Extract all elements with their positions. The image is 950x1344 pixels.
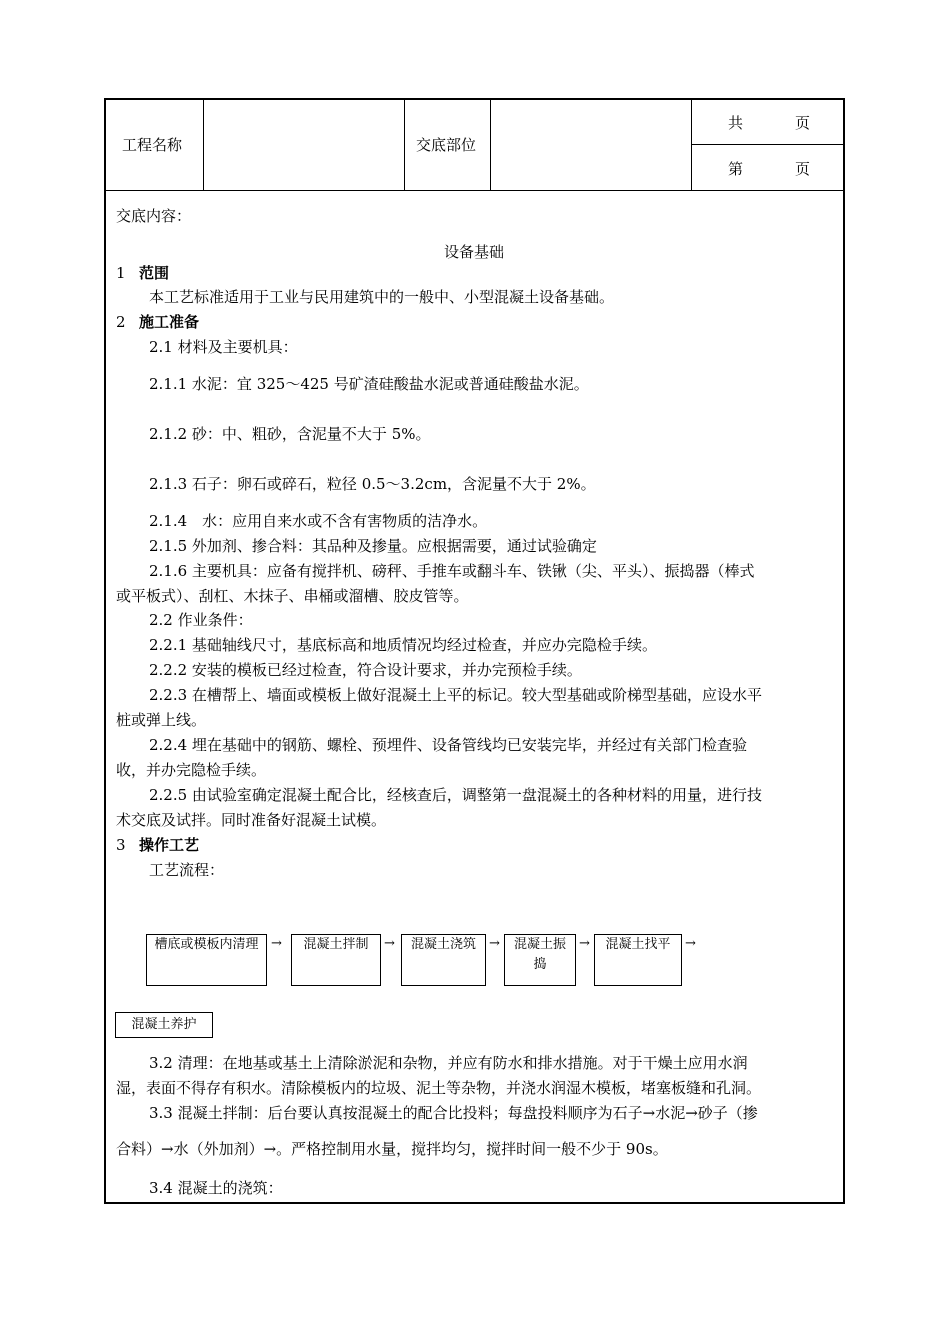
- flow-step-vibrate-line1: 混凝土振: [513, 937, 566, 952]
- header-divider-2: [404, 98, 405, 190]
- flow-step-clean: 槽底或模板内清理: [146, 934, 267, 986]
- para-2-2-3-line1: 2.2.3 在槽帮上、墙面或模板上做好混凝土上平的标记。较大型基础或阶梯型基础，应设水平: [149, 686, 762, 704]
- para-3-2-line2: 湿，表面不得存有积水。清除模板内的垃圾、泥土等杂物，并浇水润湿木模板，堵塞板缝和孔洞。: [116, 1079, 762, 1097]
- section-1-title: 范围: [139, 264, 170, 282]
- location-label: 交底部位: [416, 136, 477, 154]
- section-1-number: 1: [116, 264, 126, 282]
- flow-step-vibrate-line2: 捣: [533, 957, 547, 972]
- para-2-1-4: 2.1.4 水：应用自来水或不含有害物质的洁净水。: [149, 512, 488, 530]
- para-2-2-5-line1: 2.2.5 由试验室确定混凝土配合比，经核查后，调整第一盘混凝土的各种材料的用量，进行技: [149, 786, 762, 804]
- para-2-1-6-line2: 或平板式）、刮杠、木抹子、串桶或溜槽、胶皮管等。: [116, 587, 469, 605]
- flow-arrow-1: →: [271, 936, 282, 951]
- section-1-body: 本工艺标准适用于工业与民用建筑中的一般中、小型混凝土设备基础。: [149, 288, 615, 306]
- para-2-2-4-line1: 2.2.4 埋在基础中的钢筋、螺栓、预埋件、设备管线均已安装完毕，并经过有关部门检查验: [149, 736, 747, 754]
- flow-arrow-2: →: [384, 936, 395, 951]
- intro-label: 交底内容：: [116, 207, 192, 225]
- para-2-1: 2.1 材料及主要机具：: [149, 338, 298, 356]
- para-2-2-4-line2: 收，并办完隐检手续。: [116, 761, 267, 779]
- section-2-number: 2: [116, 313, 126, 331]
- flow-step-vibrate: [504, 934, 576, 986]
- flow-arrow-5: →: [685, 936, 696, 951]
- para-3-4: 3.4 混凝土的浇筑：: [149, 1179, 283, 1197]
- para-3-2-line1: 3.2 清理：在地基或基土上清除淤泥和杂物，并应有防水和排水措施。对于干燥土应用水润: [149, 1054, 748, 1072]
- section-2-title: 施工准备: [139, 313, 200, 331]
- para-2-2-5-line2: 术交底及试拌。同时准备好混凝土试模。: [116, 811, 387, 829]
- para-2-2: 2.2 作业条件：: [149, 611, 253, 629]
- para-3-3-line1: 3.3 混凝土拌制：后台要认真按混凝土的配合比投料；每盘投料顺序为石子→水泥→砂子（掺: [149, 1104, 758, 1122]
- header-divider-3: [490, 98, 491, 190]
- para-2-1-6-line1: 2.1.6 主要机具：应备有搅拌机、磅秤、手推车或翻斗车、铁锹（尖、平头）、振捣器（棒式: [149, 562, 755, 580]
- section-3-number: 3: [116, 836, 126, 854]
- flow-arrow-4: →: [579, 936, 590, 951]
- para-2-1-2: 2.1.2 砂：中、粗砂，含泥量不大于 5%。: [149, 425, 431, 443]
- para-2-2-3-line2: 桩或弹上线。: [116, 711, 207, 729]
- header-page-divider: [691, 144, 845, 145]
- header-bottom-line: [104, 190, 845, 191]
- flow-arrow-3: →: [489, 936, 500, 951]
- para-2-2-2: 2.2.2 安装的模板已经过检查，符合设计要求，并办完预检手续。: [149, 661, 582, 679]
- para-2-2-1: 2.2.1 基础轴线尺寸，基底标高和地质情况均经过检查，并应办完隐检手续。: [149, 636, 657, 654]
- flow-step-cure: 混凝土养护: [115, 1012, 213, 1038]
- flow-step-pour: 混凝土浇筑: [401, 934, 486, 986]
- document-title: 设备基础: [444, 243, 505, 261]
- para-2-1-5: 2.1.5 外加剂、掺合料：其品种及掺量。应根据需要，通过试验确定: [149, 537, 597, 555]
- flow-label: 工艺流程：: [149, 861, 225, 879]
- page-no-char2: 页: [795, 160, 811, 178]
- flow-step-level: 混凝土找平: [594, 934, 682, 986]
- flow-step-mix: 混凝土拌制: [291, 934, 381, 986]
- project-name-label: 工程名称: [122, 136, 183, 154]
- total-pages-char2: 页: [795, 114, 811, 132]
- total-pages-char1: 共: [728, 114, 744, 132]
- header-divider-1: [203, 98, 204, 190]
- para-3-3-line2: 合料）→水（外加剂）→。严格控制用水量，搅拌均匀，搅拌时间一般不少于 90s。: [116, 1140, 668, 1158]
- section-3-title: 操作工艺: [139, 836, 200, 854]
- para-2-1-1: 2.1.1 水泥：宜 325～425 号矿渣硅酸盐水泥或普通硅酸盐水泥。: [149, 375, 589, 393]
- para-2-1-3: 2.1.3 石子：卵石或碎石，粒径 0.5～3.2cm，含泥量不大于 2%。: [149, 475, 596, 493]
- page-no-char1: 第: [728, 160, 744, 178]
